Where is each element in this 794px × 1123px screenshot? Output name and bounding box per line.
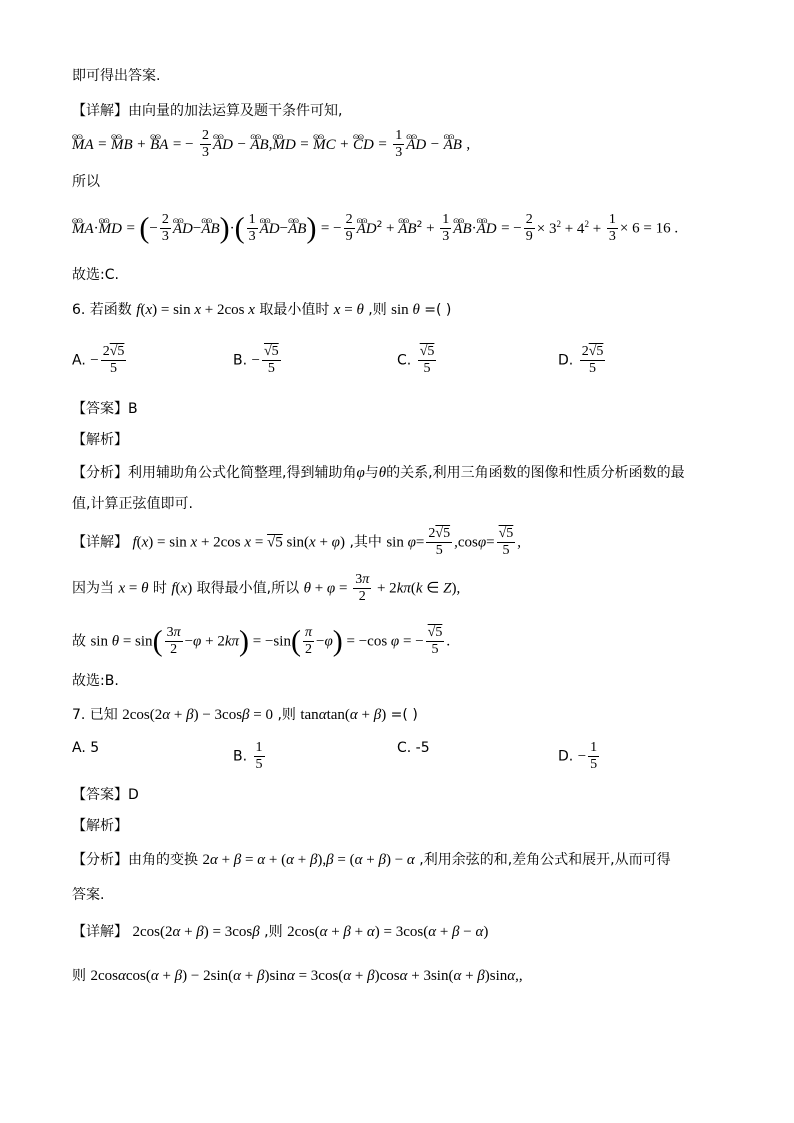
option-label: B.	[233, 352, 248, 369]
text: 【详解】	[72, 924, 128, 940]
text-line: 故选:C.	[72, 267, 119, 283]
text: 时	[152, 580, 167, 597]
text: 的关系,利用三角函数的图像和性质分析函数的最	[386, 465, 685, 481]
analysis-header: 【解析】	[72, 818, 128, 834]
math-line: ɷɷ MA = ɷɷ MB + ɷɷ BA = − $\frac{2}{3}$ ɷɷ AD − ɷɷ AB,ɷɷ MD = ɷɷ MC + ɷɷ CD = $\frac{1}{3}$ ɷɷ AD − ɷɷ AB ,	[72, 128, 470, 161]
math-line: ɷɷ MA·ɷɷ MD = (− $\frac{2}{3}$ ɷɷ AD−ɷɷ AB)·( $\frac{1}{3}$ ɷɷ AD−ɷɷ AB) = − $\frac{2}{9}$ ɷɷ $AD^2$ + ɷɷ $AB^2$ + $\frac{1}{3}$ ɷɷ AB·ɷɷ AD = − $\frac{2}{9}$ × $3^2 + 4^2$ + $\frac{1}{3}$ × 6 = 16 .	[72, 212, 678, 245]
text: 则	[72, 968, 86, 984]
text: 故	[72, 633, 86, 650]
math-line: 则 2cosαcos(α + β) − 2sin(α + β)sinα = 3cos(α + β)cosα + 3sin(α + β)sinα,,	[72, 968, 523, 984]
option-label: A.	[72, 352, 86, 369]
option-label: B.	[233, 748, 248, 765]
math-line: 【详解】 f(x) = sin x + 2cos x = √5 sin(x + φ) ,其中 sin φ= $\frac{2√5}{5}$ ,cosφ= $\frac{√5}{5}$ ,	[72, 526, 522, 558]
text: 取得最小值,所以	[196, 580, 300, 597]
text: 因为当	[72, 580, 114, 597]
text: 与	[364, 465, 379, 481]
text-line: 【详解】由向量的加法运算及题干条件可知,	[72, 103, 343, 119]
text: 【分析】由角的变换	[72, 852, 198, 868]
option-d: D. $\frac{2√5}{5}$	[558, 344, 604, 376]
text-line: 答案.	[72, 887, 105, 903]
text: ,其中	[349, 534, 382, 551]
option-label: D.	[558, 352, 574, 369]
option-label: C.	[397, 352, 412, 369]
math-line: 故 sin θ = sin( $\frac{3\pi}{2}$ −φ + 2kπ) = −sin( $\frac{\pi}{2}$ −φ) = −cos φ = − $\frac{√5}{5}$ .	[72, 624, 451, 658]
text: =( )	[424, 302, 452, 318]
option-c	[397, 740, 430, 756]
option-c: C. $\frac{√5}{5}$	[397, 344, 435, 376]
option-label: D.	[558, 748, 574, 765]
answer: 【答案】D	[72, 787, 139, 803]
option-label: C. -5	[397, 740, 430, 756]
option-a: A. − $\frac{2√5}{5}$	[72, 344, 125, 376]
text: 6. 若函数	[72, 302, 132, 318]
analysis-line: 【分析】利用辅助角公式化简整理,得到辅助角φ与θ的关系,利用三角函数的图像和性质分析函数的最	[72, 465, 685, 481]
analysis-line: 【分析】由角的变换 2α + β = α + (α + β),β = (α + β) − α ,利用余弦的和,差角公式和展开,从而可得	[72, 852, 671, 868]
text: ,则	[264, 924, 283, 940]
question-7: 7. 已知 2cos(2α + β) − 3cosβ = 0 ,则 tanαtan(α + β) =( )	[72, 707, 418, 723]
text: ,则	[368, 302, 387, 318]
text-line: 即可得出答案.	[72, 68, 161, 84]
text: 7. 已知	[72, 707, 118, 723]
analysis-header: 【解析】	[72, 432, 128, 448]
text-line: 值,计算正弦值即可.	[72, 496, 193, 512]
option-b: B. − $\frac{√5}{5}$	[233, 344, 279, 376]
text: ,则	[277, 707, 296, 723]
option-d: D. − $\frac{1}{5}$	[558, 740, 598, 772]
option-label: A. 5	[72, 740, 100, 756]
text: 取最小值时	[259, 302, 330, 318]
option-a	[72, 740, 99, 756]
text-line: 所以	[72, 174, 100, 190]
text-line: 故选:B.	[72, 673, 119, 689]
text: =( )	[390, 707, 418, 723]
text: 【详解】	[72, 534, 128, 551]
answer: 【答案】B	[72, 401, 138, 417]
math-line: 因为当 x = θ 时 f(x) 取得最小值,所以 θ + φ = $\frac{3\pi}{2}$ + 2kπ(k ∈ Z),	[72, 572, 461, 604]
option-b: B. $\frac{1}{5}$	[233, 740, 263, 772]
text: 【分析】利用辅助角公式化简整理,得到辅助角	[72, 465, 357, 481]
question-6: 6. 若函数 f(x) = sin x + 2cos x 取最小值时 x = θ ,则 sin θ =( )	[72, 302, 452, 318]
math-line: 【详解】 2cos(2α + β) = 3cosβ ,则 2cos(α + β + α) = 3cos(α + β − α)	[72, 924, 489, 940]
text: ,利用余弦的和,差角公式和展开,从而可得	[419, 852, 671, 868]
